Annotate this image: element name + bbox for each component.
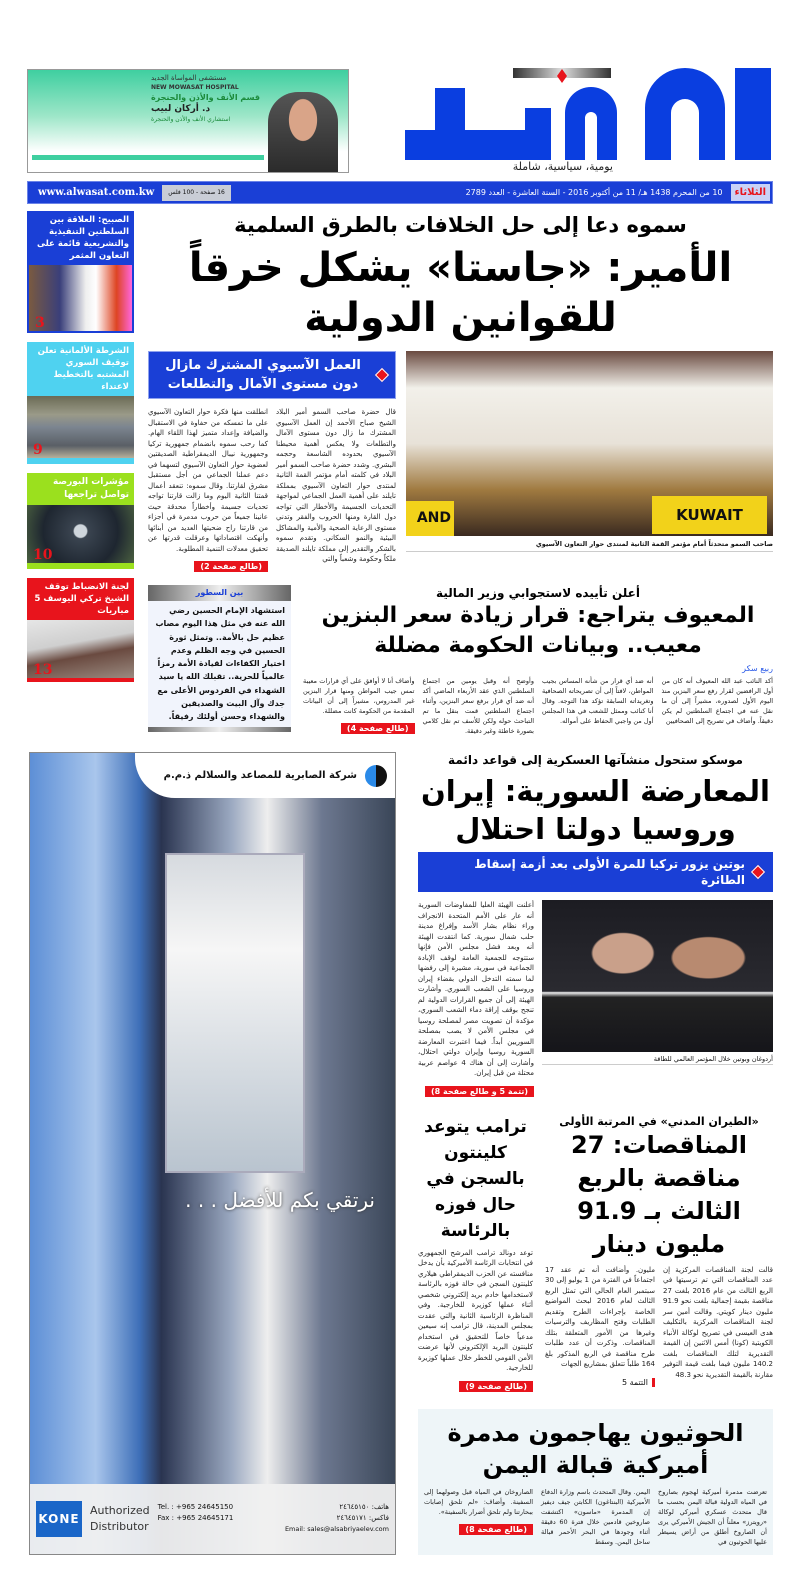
ad-slogan: نرتقي بكم للأفضل . . .: [185, 1188, 375, 1212]
lead-col-2-wrap: [148, 407, 268, 573]
petrol-byline: ربيع سكر: [742, 664, 773, 673]
petrol-col-2: أنه ضد أي قرار من شأنه المساس بجيب المواطن، لافتاً إلى أن تصريحاته الصحافية وتغريداته السابقة تؤكد هذا التوجه. وقال أنا كنائب وممثل للشعب في هذا المجلس أول من واجبي الحفاظ على أمواله.: [542, 677, 654, 725]
tenders-kicker: «الطيران المدني» في المرتبة الأولى: [559, 1114, 759, 1128]
day-label: الثلاثاء: [731, 184, 770, 201]
teaser-photo: 3: [29, 265, 132, 331]
between-lines-box: [148, 585, 291, 732]
sign-thailand: AND: [406, 501, 454, 536]
lead-box-headline[interactable]: العمل الآسيوي المشترك مازال دون مستوى الآمال والتطلعات: [148, 351, 396, 399]
hospital-name: مستشفى المواساة الجديد: [150, 74, 227, 82]
houthi-col-3-wrap: [424, 1487, 533, 1536]
tel-row: Tel. : +965 24645150 هاتف: ٢٤٦٤٥١٥٠: [157, 1503, 389, 1511]
petrol-col-4: وأضاف أنا لا أوافق على أي قرارات معيبة تمس جيب المواطن ومنها قرار البنزين غير المدروس، مشيراً إلى أن البيانات المقدمة من الحكومة كانت مضللة.: [303, 677, 415, 715]
syria-headline[interactable]: المعارضة السورية: إيران وروسيا دولتا احتلال: [421, 774, 770, 846]
hospital-ad-text: [151, 74, 260, 123]
teaser-politics[interactable]: الصبيح: العلاقة بين السلطتين التنفيذية والتشريعية قائمة على التعاون المثمر 3: [27, 211, 134, 333]
price-box: 16 صفحة - 100 فلس: [162, 185, 231, 201]
red-diamond-icon: [751, 865, 765, 879]
syria-photo-block: [542, 900, 773, 1065]
trump-story: [418, 1114, 533, 1393]
teaser-column: [27, 211, 134, 736]
lead-headline[interactable]: الأمير: «جاستا» يشكل خرقاً للقوانين الدولية: [188, 245, 733, 341]
fax-row: Fax : +965 24645171 فاكس: ٢٤٦٤٥١٧١: [157, 1514, 389, 1522]
sign-kuwait: KUWAIT: [652, 496, 767, 534]
lead-col-1: قال حضرة صاحب السمو أمير البلاد الشيخ صباح الأحمد إن العمل الآسيوي المشترك ما زال دون مستوى الآمال والتطلعات ولا يعكس أهمية محيطنا الآسيوي بحدوده الشاسعة وحجمه البشري. وشدد حضرة صاحب السمو أمير البلاد في كلمته أمام مؤتمر القمة الثانية لمنتدى حوار التعاون الآسيوي بمملكة تايلند على أهمية العمل الجماعي لمواجهة التحديات الجسيمة والأخطار التي تواجه دول القارة ومنها الحروب والفقر وتدني مستوى الرعاية الصحية والأمية والمشاكل البيئية والنمو السكاني. وتقدم سموه بالشكر والتقدير إلى مملكة تايلند الصديقة ملكاً وحكومة وشعباً والتي: [276, 408, 396, 563]
doctor-photo: [268, 92, 338, 172]
section-bottom: [27, 752, 773, 1575]
trump-text: توعد دونالد ترامب المرشح الجمهوري في انتخابات الرئاسة الأميركية بأن يدخل منافسته عن الحزب الديمقراطي هيلاري كلينتون السجن في حالة فوزه بالرئاسة لاستخدامها خادم بريد إلكتروني شخصي أثناء عملها كوزيرة للخارجية. وفي المناظرة الرئاسية الثانية والتي عقدت بمجلس المدينة، قال ترامب إنه سيعين مدعياً خاصاً للتحقيق في استخدام كلينتون البريد الإلكتروني لأنها عرضت الأمن القومي للخطر خلال عملها كوزيرة للخارجية.: [418, 1248, 533, 1372]
header-row: [27, 0, 773, 173]
houthi-col-2: اليمن. وقال المتحدث باسم وزارة الدفاع الأميركية (البنتاغون) الكابتن جيف ديفيز إن المدمرة «ماسون» اكتشفت صاروخين قادمين خلال فترة 60 دقيقة أثناء وجودها في البحر الأحمر قبالة ساحل اليمن. وسقط: [541, 1487, 650, 1546]
lead-col-2: انطلقت منها فكرة حوار التعاون الآسيوي على ما تمسكه من حفاوة في الاستقبال والضيافة وإعداد متميز لهذا اللقاء الهام. كما رحب سموه بانضمام جمهورية تركيا وجمهورية نيبال الديمقراطية الصديقتين لعضوية حوار التعاون الآسيوي لتسهما في دعم عملنا الجماعي من أجل مستقبل مشرق لقارتنا. وقال سموه: تنعقد أعمال قمتنا الثانية اليوم وما زالت قارتنا تواجه تحديات جسيمة وأخطاراً محدقة حيث عانينا جميعاً من حروب مدمرة في أجزاء من قارتنا راح ضحيتها العديد من أبنائها وأنهكت اقتصاداتها وعرقلت قدرتها عن تحقيق معدلات التنمية المطلوبة.: [148, 408, 268, 553]
syria-photo-caption: أردوغان وبوتين خلال المؤتمر العالمي للطاقة: [542, 1052, 773, 1065]
elevator-cabin: [165, 853, 305, 1173]
syria-kicker: موسكو ستحول منشآتها العسكرية إلى قواعد دائمة: [448, 753, 743, 767]
date-text: 10 من المحرم 1438 هـ/ 11 من أكتوبر 2016 - السنة العاشرة - العدد 2789: [465, 188, 723, 197]
syria-bar[interactable]: بوتين يزور تركيا للمرة الأولى بعد أزمة إسقاط الطائرة: [418, 852, 773, 892]
distributor-label: Authorized Distributor: [90, 1503, 150, 1533]
petrol-headline[interactable]: المعيوف يتراجع: قرار زيادة سعر البنزين معيب.. وبيانات الحكومة مضللة: [321, 603, 755, 658]
lead-photo-caption: صاحب السمو متحدثاً أمام مؤتمر القمة الثانية لمنتدى حوار التعاون الآسيوي: [406, 536, 773, 552]
doctor-name: د. أركان لبيب: [150, 104, 211, 114]
tenders-trump-row: [418, 1114, 773, 1393]
contact-details: [158, 1502, 389, 1535]
syria-text: أعلنت الهيئة العليا للمفاوضات السورية أنه عار على الأمم المتحدة الانجراف وراء نظام بشار الأسد وإفراغ مدينة حلب شمال سورية. كما انتقدت الهيئة أنه وبعد فشل مجلس الأمن فإنها ستتوجه للجمعية العامة لوقف الإبادة الجماعية في سورية، مشيرة إلى رفضها لما سمته التدخل الدولي بقضاء إيران وروسيا على الشعب السوري. وأشارت الهيئة إلى أن جميع القرارات الدولية لم تنجح بوقف إراقة دماء الشعب السوري، مؤكدة أن تصويت مصر لمصلحة روسيا في مجلس الأمن لا يصب بمصلحة السوريين أبداً. فيما اعتبرت المعارضة السورية روسيا وإيران دولتي احتلال، وأشارت إلى أن هناك 4 عواصم عربية محتلة من قبل إيران.: [418, 901, 534, 1077]
company-logo-icon: [365, 765, 387, 787]
lead-photo-block: [406, 351, 773, 552]
petrol-more-link[interactable]: (طالع صفحة 4): [341, 723, 415, 734]
houthi-columns: [424, 1487, 767, 1547]
news-column: [418, 752, 773, 1555]
hospital-name-en: NEW MOWASAT HOSPITAL: [150, 84, 239, 91]
teaser-bourse[interactable]: مؤشرات البورصة تواصل تراجعها 10: [27, 473, 134, 569]
petrol-col-4-wrap: [303, 676, 415, 735]
hospital-ad[interactable]: [27, 69, 349, 173]
dateline-bar: [27, 181, 773, 204]
main-column: [148, 211, 773, 736]
tenders-col-2: مليون. وأضافت أنه تم عقد 17 اجتماعاً في الفترة من 1 يوليو إلى 30 سبتمبر العام الحالي التي تمثل الربع الثالث لعام 2016 لبحث المواضيع الخاصة بإجراءات الطرح وتقديم الطلبات وفتح المظاريف والترسيات وغيرها من الأمور المتعلقة بتلك المناقصات. وذكرت أن عدد طلبات طرح مناقصة في الربع المذكور بلغ 164 طلباً تتعلق بمشاريع الجهات: [545, 1265, 656, 1368]
contact-strip: [30, 1484, 395, 1554]
putin-erdogan-photo: [542, 900, 773, 1052]
red-diamond-icon: [375, 368, 389, 382]
houthi-more-link[interactable]: (طالع صفحة 8): [459, 1524, 533, 1535]
lead-more-link[interactable]: (طالع صفحة 2): [194, 561, 268, 572]
syria-more-link[interactable]: (تتمة 5 و طالع صفحة 8): [425, 1086, 534, 1097]
teaser-germany[interactable]: الشرطة الألمانية تعلن توقيف السوري المشتبه بالتخطيط لاعتداء 9: [27, 342, 134, 464]
lead-row: [148, 351, 773, 573]
tenders-headline[interactable]: المناقصات: 27 مناقصة بالربع الثالث بـ 91.9 مليون دينار: [571, 1130, 747, 1258]
kone-logo: KONE: [36, 1501, 82, 1537]
houthi-box: [418, 1409, 773, 1555]
website-link[interactable]: www.alwasat.com.kw: [38, 187, 155, 198]
tenders-col-2-wrap: [545, 1265, 655, 1389]
ad-footer-bar: [32, 155, 264, 160]
lead-kicker: سموه دعا إلى حل الخلافات بالطرق السلمية: [234, 213, 687, 237]
houthi-headline[interactable]: الحوثيون يهاجمون مدمرة أميركية قبالة اليمن: [447, 1418, 744, 1479]
trump-more-link[interactable]: (طالع صفحة 9): [459, 1381, 533, 1392]
houthi-col-3: الصاروخان في المياه قبل وصولهما إلى السفينة. وأضاف: «لم تلحق إصابات ببحارتنا ولم تلحق أضرار بالسفينة».: [424, 1487, 533, 1516]
lead-photo: [406, 351, 773, 536]
teaser-photo: 9: [27, 396, 134, 458]
section-top: [27, 211, 773, 736]
petrol-col-3: وأوضح أنه وقبل يومين من اجتماع السلطتين الذي عقد الأربعاء الماضي أكد أنه ضد أي قرار برفع سعر البنزين، وأثناء اجتماع السلطتين قمت بنقل ما تم التباحث حوله ولكن للأسف تم نقل كلامي بصورة خاطئة وغير دقيقة.: [422, 677, 534, 735]
teaser-sports[interactable]: لجنة الانضباط توقف الشيخ تركي اليوسف 5 مباريات 13: [27, 578, 134, 682]
teaser-photo: 10: [27, 505, 134, 563]
lead-columns: [148, 407, 396, 573]
tenders-col-1: قالت لجنة المناقصات المركزية إن عدد المناقصات التي تم ترسيتها في الربع الثالث من عام 2016 بلغت 27 مناقصة بقيمة إجمالية بلغت نحو 91.9 مليون دينار كويتي. وقالت أمين سر لجنة المناقصات المركزية بالتكليف هدى العيسى في تصريح لوكالة الأنباء الكويتية (كونا) أمس الاثنين إن القيمة التقديرية لتلك المناقصات بلغت 140.2 مليون فيما بلغت قيمة التوفير مقارنة بالقيمة التقديرية نحو 48.3: [663, 1265, 773, 1379]
department: قسم الأنف والأذن والحنجرة: [150, 93, 260, 102]
petrol-kicker: أعلن تأييده لاستجوابي وزير المالية: [436, 586, 640, 600]
petrol-row: [148, 585, 773, 736]
petrol-story: [303, 585, 773, 736]
petrol-col-1: أكد النائب عبد الله المعيوف أنه كان من أول الرافضين لقرار رفع سعر البنزين منذ اليوم الأول لصدوره، مشيراً إلى أن ما نقل عنه في اجتماع السلطتين لم يكن دقيقاً. وأضاف في تصريح إلى الصحافيين: [661, 677, 773, 725]
tenders-columns: [545, 1265, 773, 1389]
email-link[interactable]: Email: sales@alsabriyaelev.com: [284, 1525, 389, 1533]
masthead: [405, 68, 773, 173]
petrol-columns: [303, 676, 773, 736]
tenders-story: [545, 1114, 773, 1389]
between-lines-label: بين السطور: [148, 585, 291, 601]
syria-text-block: [418, 900, 534, 1098]
tenders-continued[interactable]: التتمة 5: [622, 1378, 655, 1387]
trump-headline[interactable]: ترامب يتوعد كلينتون بالسجن في حال فوزه بالرئاسة: [424, 1116, 527, 1241]
houthi-col-1: تعرضت مدمرة أميركية لهجوم بصاروخ في المياه الدولية قبالة اليمن بحسب ما قال متحدث عسكري أميركي لوكالة «رويترز» معلناً أن الجيش الأميركي يرى أن الصاروخ أطلق من أراض يسيطر عليها الحوثيون في: [658, 1487, 767, 1546]
elevator-ad[interactable]: [29, 752, 396, 1555]
alwasat-logo-icon: [405, 68, 773, 160]
syria-row: [418, 900, 773, 1098]
box-border: [148, 727, 291, 732]
masthead-tagline: يومية، سياسية، شاملة: [512, 160, 613, 173]
between-lines-text: استشهاد الإمام الحسين رضي الله عنه في مثل هذا اليوم مصاب عظيم حل بالأمة.. وتمثل ثورة الحسين في وجه الظلم وعدم اختيار الكفاءات لقيادة الأمة رمزاً عالمياً للحرية.. تقبلك الله يا سيد الشهداء في الفردوس الأعلى مع جدك وآل البيت والصديقين والشهداء وحسن أولئك رفيقاً.: [155, 606, 285, 722]
doctor-title: استشاري الأنف والأذن والحنجرة: [150, 116, 231, 123]
teaser-photo: 13: [27, 620, 134, 678]
company-header: شركة الصابرية للمصاعد والسلالم ذ.م.م: [135, 753, 395, 798]
lead-text-block: [148, 351, 396, 573]
